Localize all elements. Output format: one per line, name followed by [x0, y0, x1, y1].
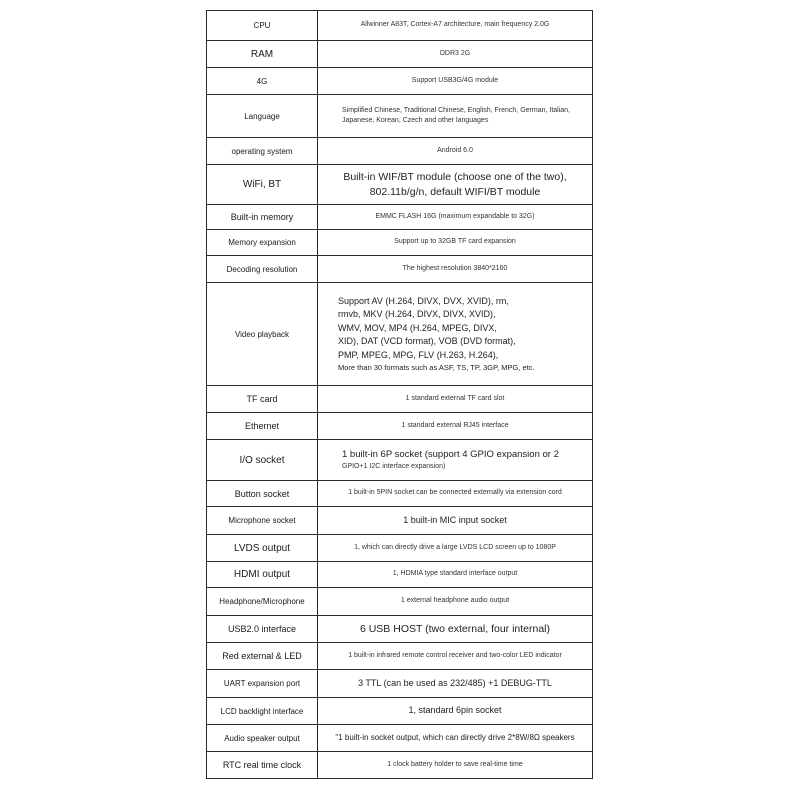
spec-value-button-socket: 1 built-in 5PIN socket can be connected externally via extension cord: [318, 481, 593, 507]
spec-key-ram: RAM: [207, 41, 318, 68]
table-row: [207, 588, 593, 616]
table-row: [207, 230, 593, 256]
table-row: [207, 616, 593, 643]
video-format-line: rmvb, MKV (H.264, DIVX, DIVX, XVID),: [338, 309, 496, 320]
video-format-line: More than 30 formats such as ASF, TS, TP, 3GP, MPG, etc.: [338, 363, 535, 373]
table-row: [207, 41, 593, 68]
spec-value-lvds: 1, which can directly drive a large LVDS LCD screen up to 1080P: [318, 535, 593, 562]
spec-key-decoding: Decoding resolution: [207, 256, 318, 283]
spec-value-builtin-memory: EMMC FLASH 16G (maximum expandable to 32G): [318, 205, 593, 230]
spec-value-uart: 3 TTL (can be used as 232/485) +1 DEBUG-TTL: [318, 670, 593, 698]
spec-value-io-socket: [318, 440, 593, 481]
io-socket-line: 1 built-in 6P socket (support 4 GPIO expansion or 2: [342, 449, 559, 461]
spec-value-os: Android 6.0: [318, 138, 593, 165]
table-row: [207, 386, 593, 413]
spec-key-video: Video playback: [207, 283, 318, 386]
table-row: [207, 256, 593, 283]
table-row: [207, 481, 593, 507]
table-row: [207, 413, 593, 440]
table-row: [207, 562, 593, 588]
spec-key-builtin-memory: Built-in memory: [207, 205, 318, 230]
spec-key-usb: USB2.0 interface: [207, 616, 318, 643]
table-row: [207, 440, 593, 481]
spec-key-wifi: WiFi, BT: [207, 165, 318, 205]
spec-value-microphone-socket: 1 built-in MIC input socket: [318, 507, 593, 535]
spec-value-lcd-backlight: 1, standard 6pin socket: [318, 698, 593, 725]
spec-value-ram: DDR3 2G: [318, 41, 593, 68]
spec-key-audio-speaker: Audio speaker output: [207, 725, 318, 752]
table-row: [207, 670, 593, 698]
spec-value-tf-card: 1 standard external TF card slot: [318, 386, 593, 413]
spec-value-wifi: Built-in WIF/BT module (choose one of the two), 802.11b/g/n, default WIFI/BT module: [318, 165, 593, 205]
spec-value-headphone: 1 external headphone audio output: [318, 588, 593, 616]
video-format-line: Support AV (H.264, DIVX, DVX, XVID), rm,: [338, 295, 509, 306]
spec-key-uart: UART expansion port: [207, 670, 318, 698]
spec-value-4g: Support USB3G/4G module: [318, 68, 593, 95]
spec-value-hdmi: 1, HDMIA type standard interface output: [318, 562, 593, 588]
table-row: [207, 68, 593, 95]
spec-key-memory-expansion: Memory expansion: [207, 230, 318, 256]
spec-key-4g: 4G: [207, 68, 318, 95]
table-row: [207, 11, 593, 41]
video-format-line: PMP, MPEG, MPG, FLV (H.263, H.264),: [338, 349, 499, 360]
table-row: [207, 205, 593, 230]
spec-key-tf-card: TF card: [207, 386, 318, 413]
spec-value-memory-expansion: Support up to 32GB TF card expansion: [318, 230, 593, 256]
spec-key-ethernet: Ethernet: [207, 413, 318, 440]
spec-value-decoding: The highest resolution 3840*2160: [318, 256, 593, 283]
io-socket-line: GPIO+1 I2C interface expansion): [342, 462, 446, 470]
spec-key-rtc: RTC real time clock: [207, 752, 318, 779]
spec-key-ir-led: Red external & LED: [207, 643, 318, 670]
spec-key-language: Language: [207, 95, 318, 138]
spec-table: [206, 10, 593, 779]
spec-value-ethernet: 1 standard external RJ45 interface: [318, 413, 593, 440]
table-row: [207, 283, 593, 386]
spec-value-cpu: Allwinner A83T, Cortex-A7 architecture, main frequency 2.0G: [318, 11, 593, 41]
spec-key-cpu: CPU: [207, 11, 318, 41]
spec-value-audio-speaker: "1 built-in socket output, which can directly drive 2*8W/8Ω speakers: [318, 725, 593, 752]
table-row: [207, 698, 593, 725]
table-row: [207, 165, 593, 205]
spec-key-io-socket: I/O socket: [207, 440, 318, 481]
table-row: [207, 138, 593, 165]
spec-key-os: operating system: [207, 138, 318, 165]
video-format-line: WMV, MOV, MP4 (H.264, MPEG, DIVX,: [338, 322, 497, 333]
spec-key-microphone-socket: Microphone socket: [207, 507, 318, 535]
table-row: [207, 507, 593, 535]
spec-key-lvds: LVDS output: [207, 535, 318, 562]
table-row: [207, 752, 593, 779]
spec-value-rtc: 1 clock battery holder to save real-time time: [318, 752, 593, 779]
spec-value-usb: 6 USB HOST (two external, four internal): [318, 616, 593, 643]
table-row: [207, 535, 593, 562]
video-format-line: XID), DAT (VCD format), VOB (DVD format),: [338, 336, 516, 347]
table-row: [207, 95, 593, 138]
spec-value-ir-led: 1 built-in infrared remote control receiver and two-color LED indicator: [318, 643, 593, 670]
table-row: [207, 725, 593, 752]
spec-key-hdmi: HDMI output: [207, 562, 318, 588]
spec-key-lcd-backlight: LCD backlight interface: [207, 698, 318, 725]
spec-key-button-socket: Button socket: [207, 481, 318, 507]
spec-value-language: Simplified Chinese, Traditional Chinese, English, French, German, Italian, Japanese, Korean, Czech and other languages: [318, 95, 593, 138]
spec-key-headphone: Headphone/Microphone: [207, 588, 318, 616]
table-row: [207, 643, 593, 670]
spec-value-video: [318, 283, 593, 386]
